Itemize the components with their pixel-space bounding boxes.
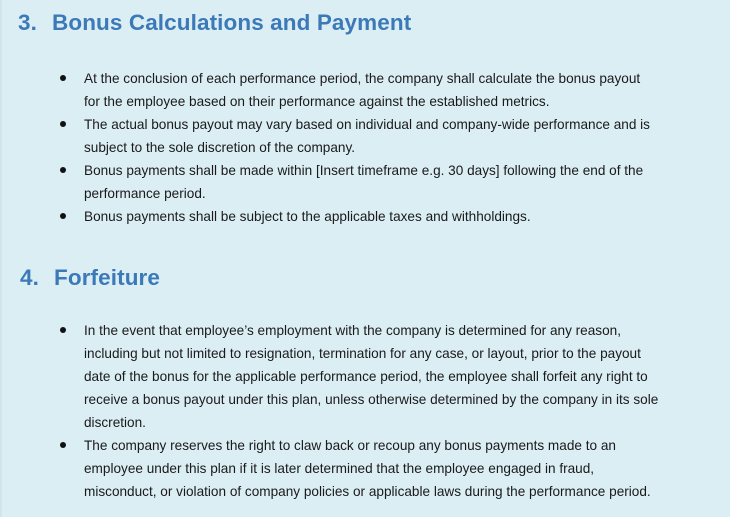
list-item <box>84 159 716 205</box>
list-item <box>84 319 716 434</box>
list-item-line: In the event that employee’s employment with the company is determined for any reason, <box>84 323 621 338</box>
section-4-title: Forfeiture <box>54 265 161 290</box>
section-3-bullet-list <box>84 67 716 228</box>
section-3-heading <box>18 10 411 36</box>
list-item-line: subject to the sole discretion of the company. <box>84 140 356 155</box>
bullet-icon <box>60 327 66 333</box>
bullet-icon <box>60 213 66 219</box>
section-3-title: Bonus Calculations and Payment <box>52 10 412 35</box>
list-item-line: Bonus payments shall be subject to the applicable taxes and withholdings. <box>84 209 531 224</box>
list-item <box>84 205 716 228</box>
list-item-line: The company reserves the right to claw back or recoup any bonus payments made to an <box>84 438 616 453</box>
bullet-icon <box>60 75 66 81</box>
bullet-icon <box>60 442 66 448</box>
section-3-number: 3. <box>18 10 37 35</box>
list-item <box>84 113 716 159</box>
list-item-line: receive a bonus payout under this plan, unless otherwise determined by the company in its sole <box>84 392 659 407</box>
list-item-line: At the conclusion of each performance period, the company shall calculate the bonus payout <box>84 71 641 86</box>
list-item-line: The actual bonus payout may vary based on individual and company-wide performance and is <box>84 117 650 132</box>
list-item-line: performance period. <box>84 186 206 201</box>
list-item-line: including but not limited to resignation, termination for any case, or layout, prior to the payout <box>84 346 641 361</box>
bullet-icon <box>60 121 66 127</box>
list-item-line: discretion. <box>84 415 146 430</box>
list-item-line: employee under this plan if it is later determined that the employee engaged in fraud, <box>84 461 595 476</box>
section-4-heading <box>20 265 160 291</box>
list-item <box>84 434 716 503</box>
list-item-line: Bonus payments shall be made within [Insert timeframe e.g. 30 days] following the end of the <box>84 163 644 178</box>
list-item-line: for the employee based on their performance against the established metrics. <box>84 94 550 109</box>
list-item <box>84 67 716 113</box>
bullet-icon <box>60 167 66 173</box>
section-4-number: 4. <box>20 265 39 290</box>
section-4-bullet-list <box>84 319 716 503</box>
list-item-line: date of the bonus for the applicable performance period, the employee shall forfeit any right to <box>84 369 648 384</box>
left-edge <box>0 0 2 517</box>
list-item-line: misconduct, or violation of company policies or applicable laws during the performance period. <box>84 484 651 499</box>
